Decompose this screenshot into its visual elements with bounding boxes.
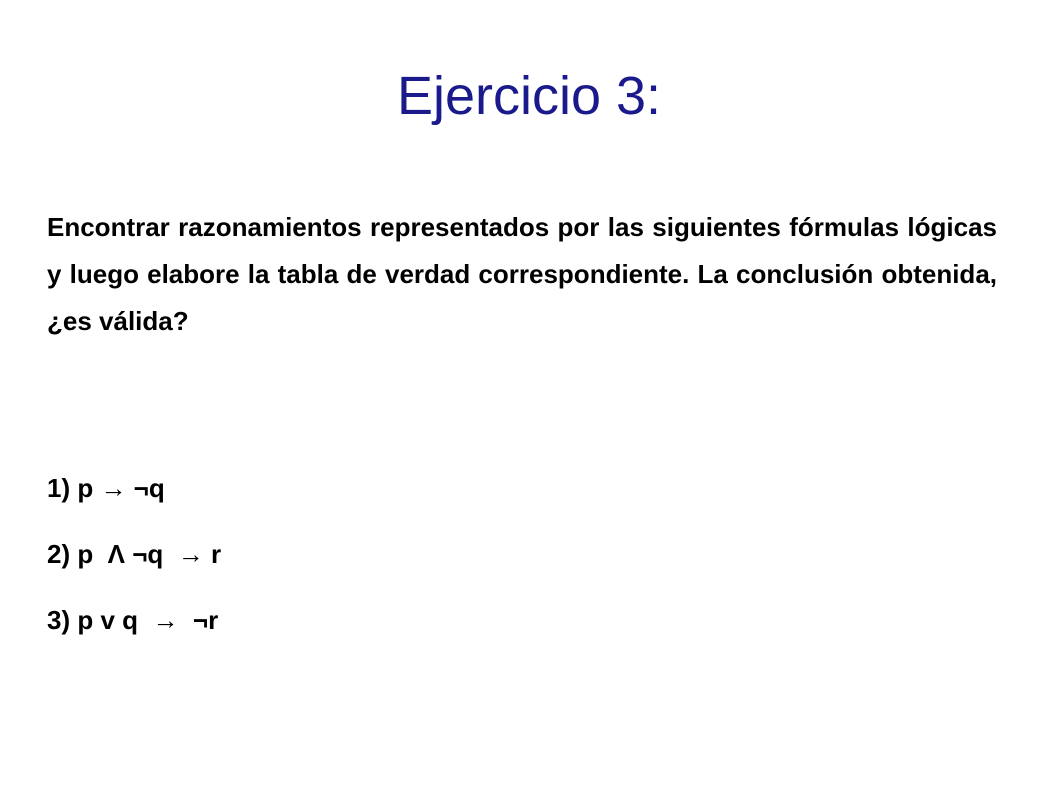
slide-title: Ejercicio 3: <box>396 66 662 126</box>
formula-list <box>47 468 221 666</box>
instructions-text: Encontrar razonamientos representados por las siguientes fórmulas lógicas y luego elabore la tabla de verdad correspondiente. La conclusión obtenida, ¿es válida? <box>47 212 997 336</box>
formula-item-2: 2) p Λ ¬q → r <box>47 539 222 569</box>
formula-item-3: 3) p v q → ¬r <box>47 605 219 635</box>
formula-item-1: 1) p → ¬q <box>47 473 165 503</box>
